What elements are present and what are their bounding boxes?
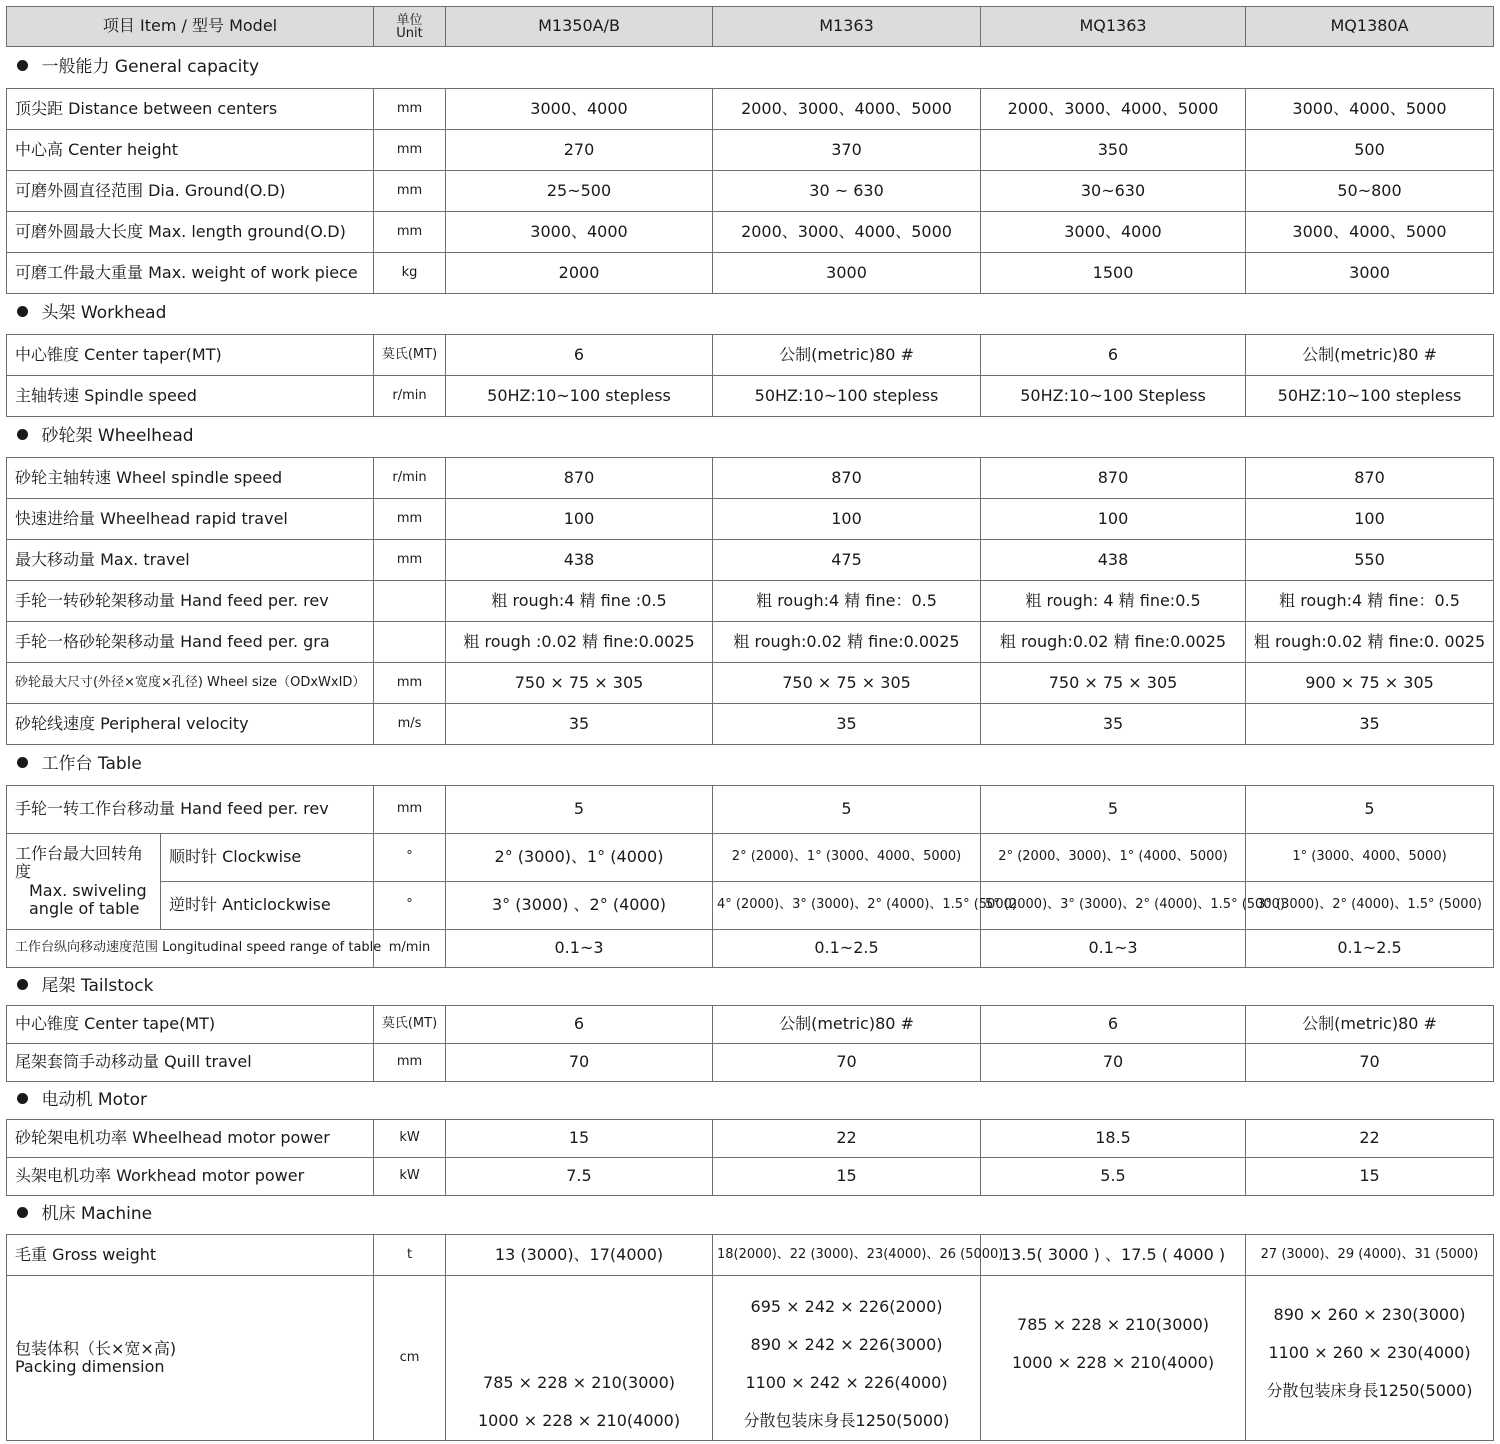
header-model: M1363 xyxy=(713,7,981,47)
row-label: 手轮一转砂轮架移动量 Hand feed per. rev xyxy=(7,581,374,622)
packing-line: 分散包装床身長1250(5000) xyxy=(743,1411,950,1430)
cell-value: 5 xyxy=(1246,786,1494,834)
cell-value: 6 xyxy=(981,1006,1246,1044)
section-workhead xyxy=(7,294,1494,335)
cell-value: 2000、3000、4000、5000 xyxy=(713,89,981,130)
row-label: 可磨外圆最大长度 Max. length ground(O.D) xyxy=(7,212,374,253)
row-unit: mm xyxy=(374,89,446,130)
row-label: 可磨外圆直径范围 Dia. Ground(O.D) xyxy=(7,171,374,212)
section-row xyxy=(7,417,1494,458)
cell-value: 22 xyxy=(713,1120,981,1158)
cell-value: 3000、4000 xyxy=(981,212,1246,253)
cell-value: 2000 xyxy=(446,253,713,294)
packing-line: 1000 × 228 × 210(4000) xyxy=(1011,1353,1215,1372)
bullet-icon xyxy=(17,429,28,440)
table-row xyxy=(7,253,1494,294)
cell-value: 2° (2000、3000)、1° (4000、5000) xyxy=(981,834,1246,882)
cell-value: 0.1~2.5 xyxy=(713,930,981,968)
cell-value: 870 xyxy=(1246,458,1494,499)
packing-line: 分散包装床身長1250(5000) xyxy=(1266,1381,1473,1400)
cell-value: 500 xyxy=(1246,130,1494,171)
cell-value: 6 xyxy=(446,1006,713,1044)
row-unit: t xyxy=(374,1235,446,1276)
header-row xyxy=(7,7,1494,47)
cell-value: 3000、4000、5000 xyxy=(1246,89,1494,130)
section-motor xyxy=(7,1082,1494,1120)
cell-value: 100 xyxy=(981,499,1246,540)
table-row xyxy=(7,786,1494,834)
row-unit: mm xyxy=(374,499,446,540)
section-machine xyxy=(7,1196,1494,1235)
cell-value: 2° (3000)、1° (4000) xyxy=(446,834,713,882)
section-title: 砂轮架 Wheelhead xyxy=(41,426,194,447)
cell-value: 35 xyxy=(1246,704,1494,745)
row-label: 主轴转速 Spindle speed xyxy=(7,376,374,417)
cell-value: 公制(metric)80 # xyxy=(1246,335,1494,376)
cell-value: 100 xyxy=(1246,499,1494,540)
cell-value: 35 xyxy=(446,704,713,745)
cell-value: 粗 rough:4 精 fine：0.5 xyxy=(1246,581,1494,622)
cell-value: 50HZ:10~100 Stepless xyxy=(981,376,1246,417)
row-unit xyxy=(374,581,446,622)
cell-value: 70 xyxy=(713,1044,981,1082)
header-item: 项目 Item / 型号 Model xyxy=(7,7,374,47)
row-label: 最大移动量 Max. travel xyxy=(7,540,374,581)
cell-value: 0.1~3 xyxy=(981,930,1246,968)
header-model: MQ1363 xyxy=(981,7,1246,47)
row-label: 头架电机功率 Workhead motor power xyxy=(7,1158,374,1196)
swivel-label-cn: 工作台最大回转角度 xyxy=(15,843,144,882)
cell-value: 5° (2000)、3° (3000)、2° (4000)、1.5° (5000) xyxy=(981,882,1246,930)
table-row xyxy=(7,1158,1494,1196)
cell-value: 粗 rough :0.02 精 fine:0.0025 xyxy=(446,622,713,663)
table-row xyxy=(7,704,1494,745)
cell-value: 70 xyxy=(1246,1044,1494,1082)
cell-value: 3000、4000 xyxy=(446,212,713,253)
row-label: 逆时针 Anticlockwise xyxy=(161,882,374,930)
cell-value: 1500 xyxy=(981,253,1246,294)
section-title: 工作台 Table xyxy=(41,754,142,775)
packing-line: 785 × 228 × 210(3000) xyxy=(483,1373,675,1392)
table-row xyxy=(7,499,1494,540)
cell-value: 270 xyxy=(446,130,713,171)
cell-value: 0.1~2.5 xyxy=(1246,930,1494,968)
row-unit: mm xyxy=(374,212,446,253)
row-label: 砂轮架电机功率 Wheelhead motor power xyxy=(7,1120,374,1158)
row-unit: r/min xyxy=(374,376,446,417)
section-title: 头架 Workhead xyxy=(41,303,167,324)
row-unit: cm xyxy=(374,1276,446,1441)
cell-value: 475 xyxy=(713,540,981,581)
row-label: 砂轮最大尺寸(外径×宽度×孔径) Wheel size（ODxWxID） xyxy=(7,663,374,704)
swivel-label xyxy=(7,834,161,930)
section-title: 一般能力 General capacity xyxy=(41,56,260,77)
table-row xyxy=(7,171,1494,212)
cell-value: 25~500 xyxy=(446,171,713,212)
packing-line: 1100 × 242 × 226(4000) xyxy=(745,1373,948,1392)
row-label: 顺时针 Clockwise xyxy=(161,834,374,882)
row-unit: r/min xyxy=(374,458,446,499)
packing-cell xyxy=(1246,1276,1494,1441)
cell-value: 5.5 xyxy=(981,1158,1246,1196)
cell-value: 30~630 xyxy=(981,171,1246,212)
packing-line: 890 × 260 × 230(3000) xyxy=(1273,1305,1466,1324)
row-unit: mm xyxy=(374,1044,446,1082)
cell-value: 粗 rough: 4 精 fine:0.5 xyxy=(981,581,1246,622)
cell-value: 6 xyxy=(446,335,713,376)
table-row xyxy=(7,458,1494,499)
row-label: 手轮一格砂轮架移动量 Hand feed per. gra xyxy=(7,622,374,663)
packing-label-cn: 包装体积（长×宽×高) xyxy=(15,1338,177,1358)
packing-label-en: Packing dimension xyxy=(15,1357,165,1376)
table-row xyxy=(7,130,1494,171)
row-label: 中心锥度 Center tape(MT) xyxy=(7,1006,374,1044)
cell-value: 870 xyxy=(713,458,981,499)
table-row xyxy=(7,212,1494,253)
cell-value: 4° (2000)、3° (3000)、2° (4000)、1.5° (5000) xyxy=(713,882,981,930)
cell-value: 100 xyxy=(713,499,981,540)
row-unit: 莫氏(MT) xyxy=(374,335,446,376)
table-row xyxy=(7,540,1494,581)
cell-value: 6 xyxy=(981,335,1246,376)
spec-table xyxy=(6,6,1494,1441)
cell-value: 550 xyxy=(1246,540,1494,581)
packing-line: 695 × 242 × 226(2000) xyxy=(750,1297,943,1316)
cell-value: 750 × 75 × 305 xyxy=(446,663,713,704)
row-unit: mm xyxy=(374,786,446,834)
row-unit: kg xyxy=(374,253,446,294)
cell-value: 2000、3000、4000、5000 xyxy=(981,89,1246,130)
cell-value: 13 (3000)、17(4000) xyxy=(446,1235,713,1276)
cell-value: 3° (3000)、2° (4000)、1.5° (5000) xyxy=(1246,882,1494,930)
section-row xyxy=(7,745,1494,786)
row-unit: mm xyxy=(374,130,446,171)
cell-value: 18.5 xyxy=(981,1120,1246,1158)
row-unit: mm xyxy=(374,540,446,581)
packing-cell xyxy=(446,1276,713,1441)
row-unit xyxy=(374,622,446,663)
cell-value: 2000、3000、4000、5000 xyxy=(713,212,981,253)
packing-line: 890 × 242 × 226(3000) xyxy=(750,1335,943,1354)
cell-value: 50HZ:10~100 stepless xyxy=(1246,376,1494,417)
table-row xyxy=(7,882,1494,930)
section-wheelhead xyxy=(7,417,1494,458)
section-tailstock xyxy=(7,968,1494,1006)
cell-value: 350 xyxy=(981,130,1246,171)
cell-value: 100 xyxy=(446,499,713,540)
cell-value: 3000、4000 xyxy=(446,89,713,130)
packing-cell xyxy=(981,1276,1246,1441)
section-row xyxy=(7,294,1494,335)
row-unit: ° xyxy=(374,834,446,882)
cell-value: 3° (3000) 、2° (4000) xyxy=(446,882,713,930)
cell-value: 50HZ:10~100 stepless xyxy=(713,376,981,417)
row-label: 中心高 Center height xyxy=(7,130,374,171)
bullet-icon xyxy=(17,1093,28,1104)
row-unit: mm xyxy=(374,663,446,704)
table-row xyxy=(7,1276,1494,1441)
packing-line: 785 × 228 × 210(3000) xyxy=(1017,1315,1209,1334)
cell-value: 50~800 xyxy=(1246,171,1494,212)
cell-value: 3000 xyxy=(1246,253,1494,294)
row-label: 砂轮主轴转速 Wheel spindle speed xyxy=(7,458,374,499)
packing-line: 1100 × 260 × 230(4000) xyxy=(1268,1343,1471,1362)
cell-value: 粗 rough:0.02 精 fine:0. 0025 xyxy=(1246,622,1494,663)
cell-value: 7.5 xyxy=(446,1158,713,1196)
row-label: 手轮一转工作台移动量 Hand feed per. rev xyxy=(7,786,374,834)
cell-value: 3000 xyxy=(713,253,981,294)
cell-value: 公制(metric)80 # xyxy=(1246,1006,1494,1044)
cell-value: 35 xyxy=(981,704,1246,745)
section-title: 尾架 Tailstock xyxy=(41,975,154,996)
section-row xyxy=(7,1196,1494,1235)
cell-value: 870 xyxy=(981,458,1246,499)
cell-value: 0.1~3 xyxy=(446,930,713,968)
row-label: 快速进给量 Wheelhead rapid travel xyxy=(7,499,374,540)
cell-value: 70 xyxy=(981,1044,1246,1082)
cell-value: 5 xyxy=(981,786,1246,834)
cell-value: 750 × 75 × 305 xyxy=(713,663,981,704)
cell-value: 30 ~ 630 xyxy=(713,171,981,212)
row-label: 可磨工件最大重量 Max. weight of work piece xyxy=(7,253,374,294)
row-label: 砂轮线速度 Peripheral velocity xyxy=(7,704,374,745)
cell-value: 5 xyxy=(446,786,713,834)
cell-value: 900 × 75 × 305 xyxy=(1246,663,1494,704)
cell-value: 粗 rough:4 精 fine :0.5 xyxy=(446,581,713,622)
table-row xyxy=(7,1006,1494,1044)
cell-value: 35 xyxy=(713,704,981,745)
cell-value: 22 xyxy=(1246,1120,1494,1158)
cell-value: 438 xyxy=(981,540,1246,581)
cell-value: 5 xyxy=(713,786,981,834)
section-title: 电动机 Motor xyxy=(41,1089,148,1110)
table-row xyxy=(7,376,1494,417)
section-title: 机床 Machine xyxy=(41,1204,153,1225)
cell-value: 15 xyxy=(713,1158,981,1196)
section-general xyxy=(7,47,1494,89)
swivel-label-en2: angle of table xyxy=(29,898,140,918)
bullet-icon xyxy=(17,757,28,768)
row-unit: 莫氏(MT) xyxy=(374,1006,446,1044)
table-row xyxy=(7,335,1494,376)
cell-value: 15 xyxy=(1246,1158,1494,1196)
table-row xyxy=(7,930,1494,968)
cell-value: 粗 rough:4 精 fine：0.5 xyxy=(713,581,981,622)
cell-value: 438 xyxy=(446,540,713,581)
section-row xyxy=(7,47,1494,89)
cell-value: 18(2000)、22 (3000)、23(4000)、26 (5000) xyxy=(713,1235,981,1276)
row-unit: m/min xyxy=(374,930,446,968)
bullet-icon xyxy=(17,306,28,317)
row-unit: mm xyxy=(374,171,446,212)
cell-value: 3000、4000、5000 xyxy=(1246,212,1494,253)
cell-value: 1° (3000、4000、5000) xyxy=(1246,834,1494,882)
cell-value: 粗 rough:0.02 精 fine:0.0025 xyxy=(713,622,981,663)
row-label: 尾架套筒手动移动量 Quill travel xyxy=(7,1044,374,1082)
row-label: 顶尖距 Distance between centers xyxy=(7,89,374,130)
bullet-icon xyxy=(17,60,28,71)
table-row xyxy=(7,663,1494,704)
cell-value: 370 xyxy=(713,130,981,171)
packing-cell xyxy=(713,1276,981,1441)
cell-value: 70 xyxy=(446,1044,713,1082)
row-label: 中心锥度 Center taper(MT) xyxy=(7,335,374,376)
packing-line: 1000 × 228 × 210(4000) xyxy=(477,1411,681,1430)
table-row xyxy=(7,1235,1494,1276)
table-row xyxy=(7,89,1494,130)
section-table xyxy=(7,745,1494,786)
row-unit: m/s xyxy=(374,704,446,745)
table-row xyxy=(7,834,1494,882)
cell-value: 50HZ:10~100 stepless xyxy=(446,376,713,417)
cell-value: 13.5( 3000 ) 、17.5 ( 4000 ) xyxy=(981,1235,1246,1276)
header-model: M1350A/B xyxy=(446,7,713,47)
section-row xyxy=(7,968,1494,1006)
cell-value: 870 xyxy=(446,458,713,499)
cell-value: 2° (2000)、1° (3000、4000、5000) xyxy=(713,834,981,882)
row-unit: ° xyxy=(374,882,446,930)
cell-value: 750 × 75 × 305 xyxy=(981,663,1246,704)
bullet-icon xyxy=(17,979,28,990)
header-unit-cn: 单位 xyxy=(396,12,423,28)
cell-value: 粗 rough:0.02 精 fine:0.0025 xyxy=(981,622,1246,663)
table-row xyxy=(7,1044,1494,1082)
section-row xyxy=(7,1082,1494,1120)
header-unit xyxy=(374,7,446,47)
header-unit-en: Unit xyxy=(396,25,423,41)
packing-label xyxy=(7,1276,374,1441)
table-row xyxy=(7,622,1494,663)
swivel-label-en1: Max. swiveling xyxy=(29,880,147,900)
table-row xyxy=(7,1120,1494,1158)
bullet-icon xyxy=(17,1207,28,1218)
cell-value: 公制(metric)80 # xyxy=(713,1006,981,1044)
row-label: 毛重 Gross weight xyxy=(7,1235,374,1276)
cell-value: 15 xyxy=(446,1120,713,1158)
row-unit: kW xyxy=(374,1120,446,1158)
cell-value: 27 (3000)、29 (4000)、31 (5000) xyxy=(1246,1235,1494,1276)
cell-value: 公制(metric)80 # xyxy=(713,335,981,376)
row-label: 工作台纵向移动速度范围 Longitudinal speed range of table xyxy=(7,930,374,968)
table-row xyxy=(7,581,1494,622)
header-model: MQ1380A xyxy=(1246,7,1494,47)
row-unit: kW xyxy=(374,1158,446,1196)
